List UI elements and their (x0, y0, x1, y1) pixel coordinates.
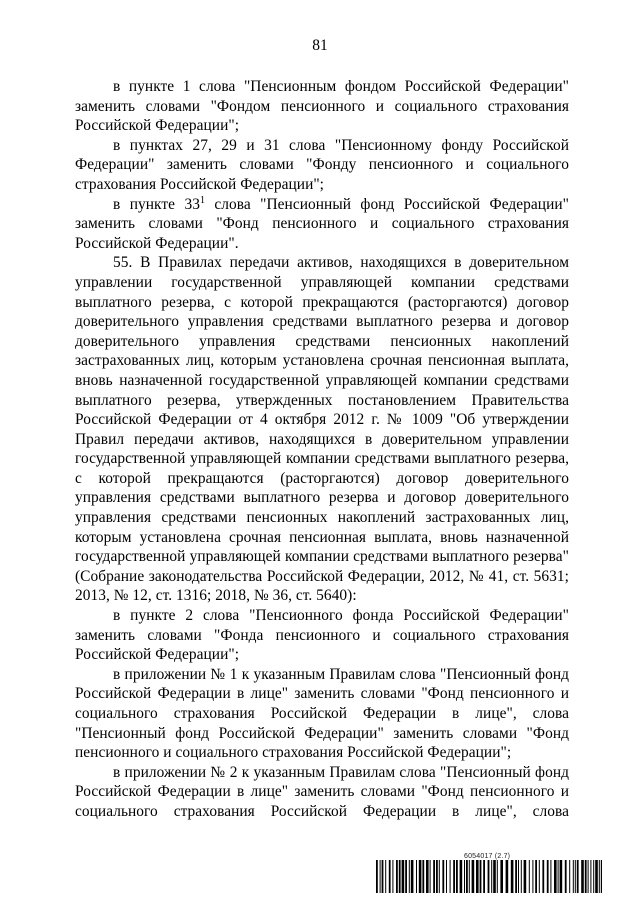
barcode-bar (396, 860, 398, 893)
barcode-bar (464, 860, 465, 893)
barcode-bar (480, 860, 482, 893)
barcode-bar (405, 860, 407, 893)
barcode-bar (376, 860, 378, 893)
barcode-bar (476, 860, 479, 893)
barcode-bar (554, 860, 557, 893)
barcode-bar (511, 860, 514, 893)
barcode-bar (550, 860, 551, 893)
paragraph (75, 763, 569, 822)
barcode (376, 860, 602, 893)
barcode-bar (446, 860, 447, 893)
superscript: 1 (199, 194, 205, 206)
barcode-bar (402, 860, 405, 893)
barcode-bar (590, 860, 591, 893)
barcode-bar (411, 860, 414, 893)
barcode-bar (493, 860, 496, 893)
barcode-bar (422, 860, 424, 893)
paragraph-text: 55. В Правилах передачи активов, находящихся в доверительном управлении государственной управляющей компании средствами выплатного резерва, с которой прекращаются (расторгаются) договор доверительного управления средствами выплатного резерва и договор доверительного управления средствами пенсионных накоплений застрахованных лиц, которым установлена срочная пенсионная выплата, вновь назначенной государственной управляющей компании средствами выплатного резерва, утвержденных постановлением Правительства Российской Федерации от 4 октября 2012 г. № 1009 "Об утверждении Правил передачи активов, находящихся в доверительном управлении государственной управляющей компании средствами выплатного резерва, с которой прекращаются (расторгаются) договор доверительного управления средствами выплатного резерва и договор доверительного управления средствами пенсионных накоплений застрахованных лиц, которым установлена срочная пенсионная выплата, вновь назначенной государственной управляющей компании средствами выплатного резерва" (Собрание законодательства Российской Федерации, 2012, № 41, ст. 5631; 2013, № 12, ст. 1316; 2018, № 36, ст. 5640): (75, 254, 569, 605)
barcode-bar (466, 860, 468, 893)
paragraph (75, 606, 569, 665)
barcode-bar (380, 860, 381, 893)
barcode-bar (506, 860, 509, 893)
barcode-bar (542, 860, 544, 893)
barcode-bar (453, 860, 455, 893)
barcode-bar (569, 860, 570, 893)
barcode-bar (577, 860, 579, 893)
barcode-bar (488, 860, 490, 893)
barcode-bar (436, 860, 438, 893)
document-body (75, 77, 569, 822)
barcode-bar (565, 860, 567, 893)
barcode-bar (560, 860, 563, 893)
paragraph-text: в приложении № 2 к указанным Правилам слова "Пенсионный фонд Российской Федерации в лице" заменить словами "Фонд пенсионного и социального страхования Российской Федерации в лице", слова (75, 763, 569, 820)
barcode-bar (518, 860, 519, 893)
barcode-bar (399, 860, 401, 893)
barcode-bar (601, 860, 602, 893)
barcode-bar (539, 860, 540, 893)
document-code: 6054017 (2.7) (464, 853, 511, 860)
barcode-bar (460, 860, 463, 893)
barcode-bar (532, 860, 533, 893)
barcode-bar (529, 860, 530, 893)
barcode-bar (581, 860, 584, 893)
paragraph-text: в пункте 2 слова "Пенсионного фонда Российской Федерации" заменить словами "Фонда пенсионного и социального страхования Российской Федерации"; (75, 607, 569, 664)
barcode-bar (524, 860, 527, 893)
barcode-bar (515, 860, 517, 893)
paragraph (75, 253, 569, 606)
barcode-bar (535, 860, 537, 893)
paragraph-text: слова "Пенсионный фонд Российской Федерации" заменить словами "Фонд пенсионного и социального страхования Российской Федерации". (75, 195, 569, 252)
barcode-bar (456, 860, 458, 893)
barcode-bar (430, 860, 431, 893)
barcode-bar (450, 860, 451, 893)
paragraph (75, 136, 569, 195)
barcode-graphic (376, 860, 602, 893)
paragraph (75, 665, 569, 763)
barcode-bar (433, 860, 435, 893)
barcode-bar (573, 860, 574, 893)
barcode-bar (585, 860, 587, 893)
barcode-bar (491, 860, 492, 893)
barcode-bar (497, 860, 498, 893)
barcode-bar (599, 860, 600, 893)
barcode-bar (575, 860, 576, 893)
barcode-bar (595, 860, 598, 893)
barcode-bar (409, 860, 410, 893)
barcode-bar (593, 860, 594, 893)
barcode-bar (392, 860, 393, 893)
barcode-bar (472, 860, 475, 893)
barcode-bar (483, 860, 485, 893)
barcode-bar (416, 860, 417, 893)
barcode-bar (426, 860, 429, 893)
paragraph-text: в пункте 33 (113, 195, 200, 213)
paragraph-text: в пункте 1 слова "Пенсионным фондом Российской Федерации" заменить словами "Фондом пенсионного и социального страхования Российской Федерации"; (75, 78, 569, 135)
barcode-bar (500, 860, 503, 893)
barcode-bar (389, 860, 391, 893)
barcode-bar (588, 860, 589, 893)
barcode-bar (419, 860, 422, 893)
paragraph (75, 77, 569, 136)
barcode-bar (442, 860, 444, 893)
barcode-bar (469, 860, 470, 893)
barcode-bar (547, 860, 549, 893)
paragraph-text: в пунктах 27, 29 и 31 слова "Пенсионному фонду Российской Федерации" заменить словами "Фонду пенсионного и социального страхования Российской Федерации"; (75, 136, 569, 193)
barcode-bar (382, 860, 384, 893)
paragraph (75, 195, 569, 254)
barcode-bar (385, 860, 386, 893)
paragraph-text: в приложении № 1 к указанным Правилам слова "Пенсионный фонд Российской Федерации в лице" заменить словами "Фонд пенсионного и социального страхования Российской Федерации в лице", слова "Пенсионный фонд Российской Федерации" заменить словами "Фонд пенсионного и социального страхования Российской Федерации"; (75, 665, 569, 762)
barcode-bar (521, 860, 522, 893)
barcode-bar (439, 860, 440, 893)
barcode-bar (558, 860, 559, 893)
page-number: 81 (312, 37, 328, 54)
